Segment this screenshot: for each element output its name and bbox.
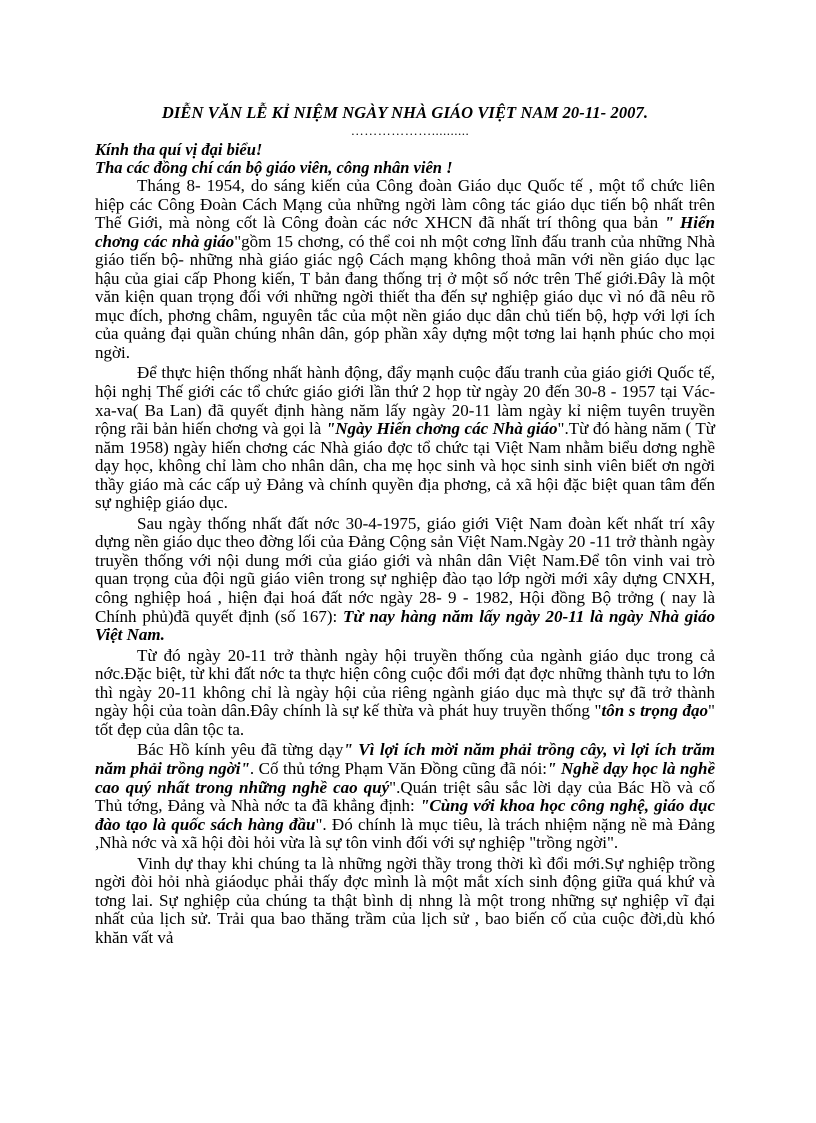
emphasis-policy: "Cùng với khoa học công nghệ, giáo dục đào tạo là quốc sách hàng đầu xyxy=(95,796,715,834)
speech-body xyxy=(95,177,715,949)
salutation-guests: Kính tha quí vị đại biểu! xyxy=(95,140,263,159)
emphasis-charter-day: "Ngày Hiến chơng các Nhà giáo xyxy=(325,419,558,439)
emphasis-quote-pvd: " Nghề dạy học là nghề cao quý nhất trong những nghề cao quý xyxy=(95,758,715,797)
emphasis-decision: Từ nay hàng năm lấy ngày 20-11 là ngày Nhà giáo Việt Nam. xyxy=(95,606,715,645)
emphasis-charter: " Hiến chơng các nhà giáo xyxy=(95,213,715,251)
paragraph-6: Vinh dự thay khi chúng ta là những ngời thầy trong thời kì đổi mới.Sự nghiệp trồng ngời đòi hỏi nhà giáodục phải thấy đợc mình là một mắt xích sinh động giữa quá khứ và tơng lai. Sự nghiệp của chúng ta thật bình dị nhng là một trong những sự nghiệp vĩ đại nhất của lịch sử. Trải qua bao thăng trầm của lịch sử , bao biến cố của cuộc đời,dù khó khăn vất vả xyxy=(95,853,715,947)
document-title: DIỄN VĂN LỄ KỈ NIỆM NGÀY NHÀ GIÁO VIỆT NAM 20-11- 2007. xyxy=(161,103,649,122)
title-separator: ……………….......... xyxy=(350,123,470,138)
salutation-staff: Tha các đồng chí cán bộ giáo viên, công nhân viên ! xyxy=(95,158,453,177)
paragraph-5: Bác Hồ kính yêu đã từng dạy" Vì lợi ích mời năm phải trồng cây, vì lợi ích trăm năm phải trồng ngời". Cố thủ tớng Phạm Văn Đồng cũng đã nói:" Nghề dạy học là nghề cao quý nhất trong những nghề cao quý".Quán triệt sâu sắc lời dạy của Bác Hồ và cố Thủ tớng, Đảng và Nhà nớc ta đã khẳng định: "Cùng với khoa học công nghệ, giáo dục đào tạo là quốc sách hàng đầu". Đó chính là mục tiêu, là trách nhiệm nặng nề mà Đảng ,Nhà nớc và xã hội đòi hỏi vừa là sự tôn vinh đối với sự nghiệp "trồng ngời". xyxy=(95,740,715,853)
emphasis-tradition: tôn s trọng đạo xyxy=(601,701,709,721)
paragraph-4: Từ đó ngày 20-11 trở thành ngày hội truyền thống của ngành giáo dục trong cả nớc.Đặc biệt, từ khi đất nớc ta thực hiện công cuộc đổi mới đạt đợc những thành tựu to lớn thì ngày 20-11 không chỉ là ngày hội của riêng ngành giáo dục mà thực sự đã trở thành ngày hội của toàn dân.Đây chính là sự kế thừa và phát huy truyền thống "tôn s trọng đạo" tốt đẹp của dân tộc ta. xyxy=(95,645,715,739)
paragraph-3: Sau ngày thống nhất đất nớc 30-4-1975, giáo giới Việt Nam đoàn kết nhất trí xây dựng nền giáo dục theo đờng lối của Đảng Cộng sản Việt Nam.Ngày 20 -11 trở thành ngày truyền thống với nội dung mới của giáo giới và nhân dân Việt Nam.Để tôn vinh vai trò quan trọng của đội ngũ giáo viên trong sự nghiệp đào tạo lớp ngời mới xây dựng CNXH, công nghiệp hoá , hiện đại hoá đất nớc ngày 28- 9 - 1982, Hội đồng Bộ trởng ( nay là Chính phủ)đã quyết định (số 167): Từ nay hàng năm lấy ngày 20-11 là ngày Nhà giáo Việt Nam. xyxy=(95,513,715,645)
salutation xyxy=(95,141,715,177)
emphasis-quote-ho: " Vì lợi ích mời năm phải trồng cây, vì lợi ích trăm năm phải trồng ngời" xyxy=(95,740,715,778)
paragraph-1: Tháng 8- 1954, do sáng kiến của Công đoàn Giáo dục Quốc tế , một tổ chức liên hiệp các Công Đoàn Cách Mạng của những ngời làm công tác giáo dục tiến bộ nhất trên Thế Giới, mà nòng cốt là Công đoàn các nớc XHCN đã nhất trí thông qua bản " Hiến chơng các nhà giáo"gồm 15 chơng, có thể coi nh một cơng lĩnh đấu tranh của những Nhà giáo tiến bộ- những nhà giáo giác ngộ Cách mạng không thoả mãn với nền giáo dục lạc hậu của giai cấp Phong kiến, T bản đang thống trị ở một số nớc trên Thế giới.Đây là một văn kiện quan trọng đối với những ngời thiết tha đến sự nghiệp giáo dục vì nó đã nêu rõ mục đích, phơng châm, nguyên tắc của một nền giáo dục dân chủ tiến bộ, hợp với lợi ích của quảng đại quần chúng nhân dân, góp phần xây dựng một tơng lai hạnh phúc cho mọi ngời. xyxy=(95,176,715,362)
paragraph-2: Để thực hiện thống nhất hành động, đẩy mạnh cuộc đấu tranh của giáo giới Quốc tế, hội nghị Thế giới các tổ chức giáo giới lần thứ 2 họp từ ngày 20 đến 30-8 - 1957 tại Vác-xa-va( Ba Lan) đã quyết định hàng năm lấy ngày 20-11 làm ngày kỉ niệm tuyên truyền rộng rãi bản hiến chơng và gọi là "Ngày Hiến chơng các Nhà giáo".Từ đó hàng năm ( Từ năm 1958) ngày hiến chơng các Nhà giáo đợc tổ chức tại Việt Nam nhằm biểu dơng nghề dạy học, không chỉ làm cho nhân dân, cha mẹ học sinh và học sinh sinh viên biết ơn ngời thầy giáo mà các cấp uỷ Đảng và chính quyền địa phơng, cả xã hội đặc biệt quan tâm đến sự nghiệp giáo dục. xyxy=(95,363,715,513)
